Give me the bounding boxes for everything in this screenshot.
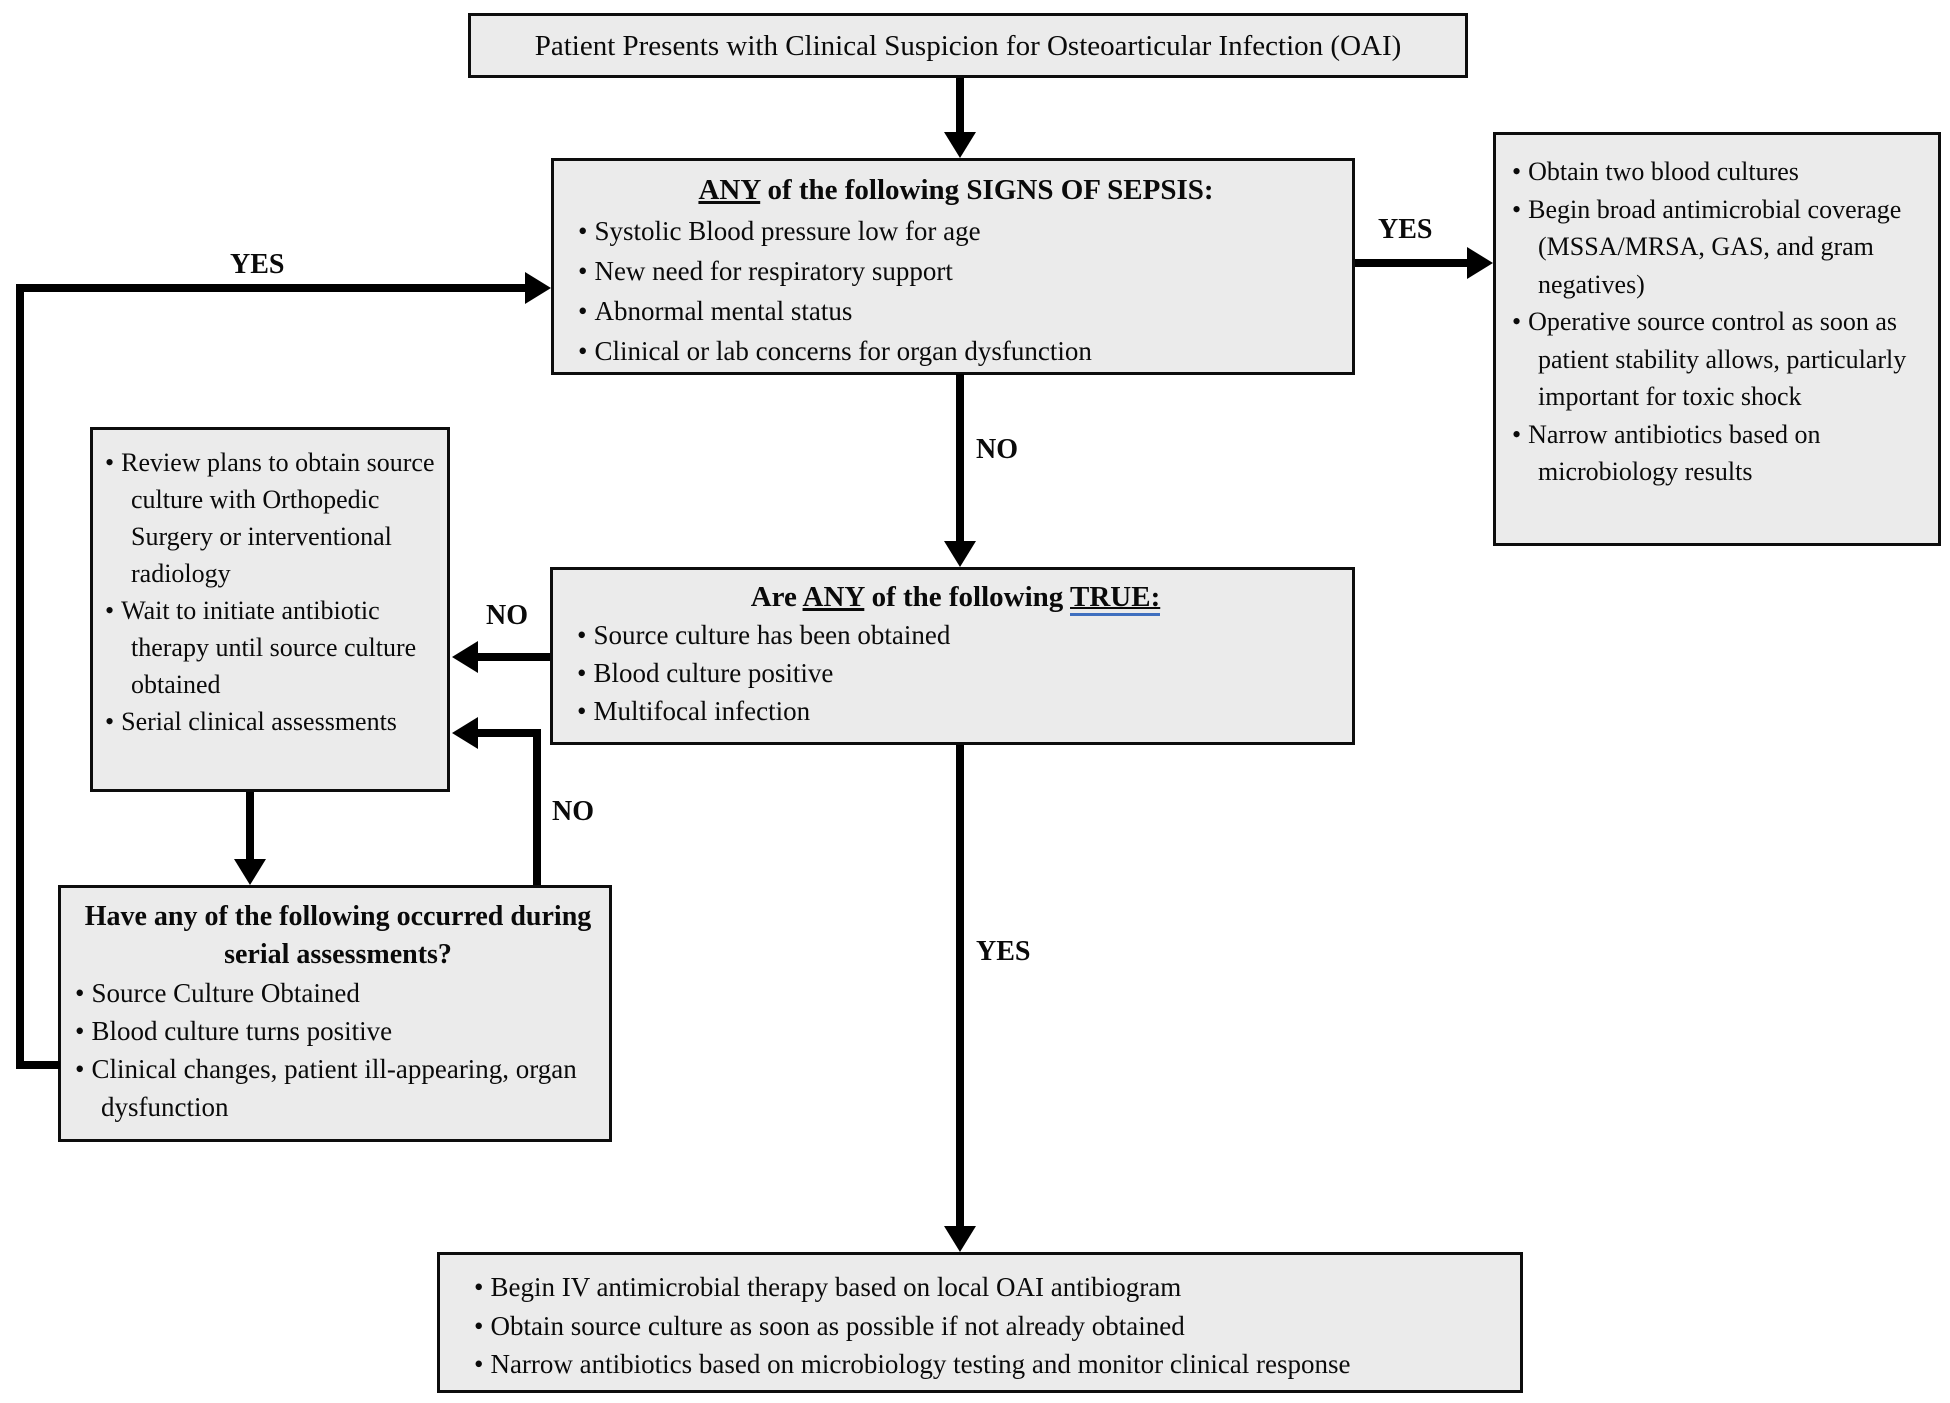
sepsis-yes-outcome-box — [1493, 132, 1941, 546]
sepsis-bullet: • Systolic Blood pressure low for age — [578, 211, 1334, 251]
arrow-start-to-sepsis — [956, 78, 964, 134]
loop-serial-to-sepsis-bottom — [16, 1061, 60, 1069]
wait-bullet: • Serial clinical assessments — [105, 703, 443, 740]
sepsis-signs-box — [551, 158, 1355, 375]
criteria-true-box — [550, 567, 1355, 745]
serial-bullet: • Source Culture Obtained — [75, 974, 601, 1012]
arrowhead-wait-to-serial — [234, 859, 266, 885]
start-box — [468, 13, 1468, 78]
sepsis-yes-bullet: • Begin broad antimicrobial coverage (MSSA/MRSA, GAS, and gram negatives) — [1512, 191, 1932, 304]
arrowhead-sepsis-to-outcome — [1467, 247, 1493, 279]
label-yes-right: YES — [1378, 214, 1433, 245]
treatment-box — [437, 1252, 1523, 1393]
arrowhead-criteria-to-wait — [452, 641, 478, 673]
arrow-criteria-to-treatment — [956, 745, 964, 1226]
criteria-title — [577, 578, 1334, 616]
serial-title: Have any of the following occurred during serial assessments? — [84, 901, 592, 970]
serial-bullet: • Blood culture turns positive — [75, 1012, 601, 1050]
arrowhead-loop-to-sepsis — [525, 272, 551, 304]
label-yes-down: YES — [976, 936, 1031, 967]
treat-bullet: • Begin IV antimicrobial therapy based on local OAI antibiogram — [474, 1268, 1512, 1307]
criteria-title-mid: of the following — [864, 581, 1071, 613]
wait-bullet: • Review plans to obtain source culture with Orthopedic Surgery or interventional radiology — [105, 444, 443, 592]
sepsis-yes-bullet: • Narrow antibiotics based on microbiology results — [1512, 416, 1932, 491]
label-yes-feedback-loop: YES — [230, 249, 285, 280]
arrowhead-serial-to-wait — [452, 717, 478, 749]
arrow-serial-to-wait-vertical — [533, 729, 541, 885]
label-no-to-wait: NO — [486, 600, 528, 631]
sepsis-title-any: ANY — [698, 174, 761, 206]
criteria-bullet: • Blood culture positive — [577, 654, 1334, 692]
loop-serial-to-sepsis-vertical — [16, 284, 24, 1069]
wait-for-culture-box — [90, 427, 450, 792]
treat-bullet: • Obtain source culture as soon as possible if not already obtained — [474, 1307, 1512, 1346]
sepsis-title-rest: of the following SIGNS OF SEPSIS: — [760, 174, 1214, 206]
criteria-bullet: • Source culture has been obtained — [577, 616, 1334, 654]
sepsis-bullet: • Abnormal mental status — [578, 291, 1334, 331]
arrow-criteria-to-wait — [478, 653, 550, 661]
sepsis-signs-title — [578, 172, 1334, 208]
sepsis-bullet: • Clinical or lab concerns for organ dysfunction — [578, 331, 1334, 371]
sepsis-yes-bullet: • Obtain two blood cultures — [1512, 153, 1932, 191]
criteria-title-any: ANY — [802, 581, 865, 613]
serial-bullet: • Clinical changes, patient ill-appearing, organ dysfunction — [75, 1050, 601, 1126]
arrow-wait-to-serial — [246, 792, 254, 859]
arrowhead-criteria-to-treatment — [944, 1226, 976, 1252]
arrowhead-sepsis-to-criteria — [944, 541, 976, 567]
criteria-title-true: TRUE: — [1070, 581, 1160, 616]
arrowhead-start-to-sepsis — [944, 132, 976, 158]
serial-assessment-box — [58, 885, 612, 1142]
wait-bullet: • Wait to initiate antibiotic therapy until source culture obtained — [105, 592, 443, 703]
loop-serial-to-sepsis-top — [16, 284, 525, 292]
sepsis-yes-bullet: • Operative source control as soon as patient stability allows, particularly important for toxic shock — [1512, 303, 1932, 416]
arrow-sepsis-to-outcome — [1355, 259, 1467, 267]
start-box-text: Patient Presents with Clinical Suspicion for Osteoarticular Infection (OAI) — [534, 29, 1402, 62]
label-no-serial-loop: NO — [552, 796, 594, 827]
sepsis-bullet: • New need for respiratory support — [578, 251, 1334, 291]
label-no-down: NO — [976, 434, 1018, 465]
criteria-title-pre: Are — [750, 581, 803, 613]
criteria-bullet: • Multifocal infection — [577, 692, 1334, 730]
arrow-sepsis-to-criteria — [956, 374, 964, 541]
treat-bullet: • Narrow antibiotics based on microbiology testing and monitor clinical response — [474, 1345, 1512, 1384]
arrow-serial-to-wait-horizontal — [478, 729, 541, 737]
